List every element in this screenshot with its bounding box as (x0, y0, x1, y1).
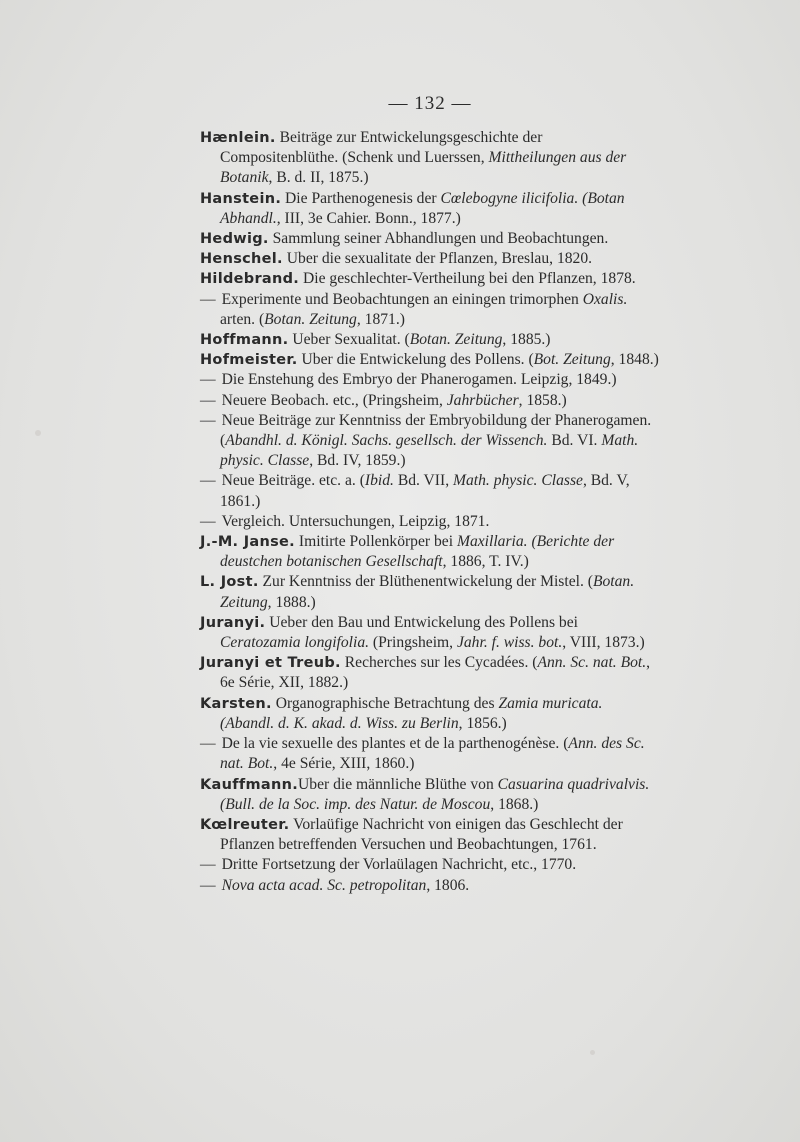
bibliography-entry (200, 775, 660, 815)
entry-title-italic: Jahr. f. wiss. bot. (456, 634, 563, 652)
bibliography-entry (200, 694, 660, 734)
entry-author: Hofmeister. (200, 352, 298, 369)
entry-text: Die geschlechter-Vertheilung bei den Pflanzen, 1878. (299, 270, 636, 288)
bibliography-entry (200, 855, 660, 875)
entry-author: Hoffmann. (200, 332, 289, 349)
entry-text: Die Enstehung des Embryo der Phanerogamen. Leipzig, 1849.) (221, 371, 617, 389)
entry-author: Hanstein. (200, 190, 282, 207)
ditto-dash: — (200, 472, 216, 490)
bibliography-entry (200, 411, 660, 472)
entry-text: Ueber den Bau und Entwickelung des Pollens bei (265, 613, 578, 631)
bibliography-entry (200, 330, 660, 350)
entry-text: , 1888.) (267, 593, 316, 611)
page-number: — 132 — (388, 93, 472, 114)
entry-text: Die Parthenogenesis der (281, 189, 441, 207)
entry-text: , III, 3e Cahier. Bonn., 1877.) (276, 209, 461, 227)
bibliography-list (200, 128, 660, 896)
entry-author: Hænlein. (200, 130, 276, 146)
bibliography-entry (200, 189, 660, 229)
bibliography-entry (200, 572, 660, 612)
entry-author: Kœlreuter. (200, 816, 290, 833)
entry-text: Recherches sur les Cycadées. ( (340, 654, 538, 672)
entry-text: Imitirte Pollenkörper bei (294, 533, 457, 551)
ditto-dash: — (200, 290, 216, 308)
ditto-dash: — (200, 735, 216, 753)
entry-text: , Bd. IV, 1859.) (309, 452, 406, 470)
entry-text: Uber die Entwickelung des Pollens. ( (297, 351, 534, 369)
entry-text: Organographische Betrachtung des (271, 694, 499, 712)
entry-title-italic: Casuarina quadrivalvis. (Bull. de la Soc. imp. des Natur. de Moscou (220, 775, 650, 813)
entry-title-italic: Jahrbücher (446, 391, 519, 409)
entry-text: Vorlaüfige Nachricht von einigen das Geschlecht der Pflanzen betreffenden Versuchen und Beobachtungen, 1761. (220, 815, 623, 854)
entry-text: Beiträge zur Entwickelungsgeschichte der Compositenblüthe. (Schenk und Luerssen, (220, 129, 543, 167)
entry-text: Bd. VI. (547, 432, 602, 450)
entry-title-italic: Botan. Zeitung (220, 573, 635, 611)
ditto-dash: — (200, 876, 216, 894)
bibliography-entry (200, 391, 660, 411)
entry-title-italic: Ibid. (364, 472, 394, 490)
bibliography-entry (200, 815, 660, 855)
entry-author: Hildebrand. (200, 271, 300, 288)
entry-text: Neuere Beobach. etc., (Pringsheim, (221, 391, 447, 409)
entry-title-italic: Ceratozamia longifolia. (220, 634, 370, 652)
entry-text: De la vie sexuelle des plantes et de la parthenogénèse. ( (221, 735, 569, 753)
entry-text: , 1858.) (518, 391, 567, 409)
entry-text: , 1806. (426, 876, 470, 894)
entry-title-italic: Zamia muricata. (Abandl. d. K. akad. d. Wiss. zu Berlin (220, 694, 603, 732)
entry-text: Dritte Fortsetzung der Vorlaülagen Nachricht, etc., 1770. (221, 856, 577, 874)
bibliography-entry (200, 876, 660, 896)
entry-text: , 1848.) (610, 351, 659, 369)
entry-text: , 4e Série, XIII, 1860.) (273, 755, 415, 773)
ditto-dash: — (200, 512, 216, 530)
bibliography-entry (200, 269, 660, 289)
entry-text: Neue Beiträge. etc. a. ( (221, 472, 365, 490)
entry-text: , 1856.) (458, 714, 507, 732)
ditto-dash: — (200, 856, 216, 874)
entry-text: (Pringsheim, (369, 634, 457, 652)
entry-text: Uber die sexualitate der Pflanzen, Breslau, 1820. (282, 250, 593, 268)
entry-text: , Bd. V, 1861.) (220, 472, 630, 510)
entry-text: , 1886, T. IV.) (442, 553, 529, 571)
entry-text: , B. d. II, 1875.) (268, 169, 369, 187)
entry-text: Zur Kenntniss der Blüthenentwickelung der Mistel. ( (258, 573, 593, 591)
entry-text: Vergleich. Untersuchungen, Leipzig, 1871. (221, 512, 490, 530)
entry-title-italic: Nova acta acad. Sc. petropolitan (221, 876, 427, 894)
entry-text: Sammlung seiner Abhandlungen und Beobachtungen. (268, 230, 609, 248)
entry-title-italic: Ann. Sc. nat. Bot. (537, 654, 647, 672)
bibliography-entry (200, 471, 660, 511)
entry-title-italic: Math. physic. Classe (220, 432, 639, 470)
bibliography-entry (200, 370, 660, 390)
bibliography-entry (200, 653, 660, 693)
ditto-dash: — (200, 411, 216, 429)
bibliography-entry (200, 249, 660, 269)
entry-title-italic: Botan. Zeitung (264, 310, 357, 328)
bibliography-entry (200, 350, 660, 370)
entry-author: L. Jost. (200, 574, 259, 591)
bibliography-entry (200, 532, 660, 572)
entry-title-italic: Bot. Zeitung (533, 351, 611, 369)
entry-text: , 1885.) (502, 331, 551, 349)
bibliography-entry (200, 290, 660, 330)
entry-author: Kauffmann. (200, 776, 299, 793)
ditto-dash: — (200, 391, 216, 409)
entry-title-italic: Math. physic. Classe (453, 472, 583, 490)
entry-text: , 6e Série, XII, 1882.) (220, 654, 651, 692)
entry-text: Ueber Sexualitat. ( (288, 331, 410, 349)
ditto-dash: — (200, 371, 216, 389)
entry-author: Hedwig. (200, 231, 269, 248)
entry-title-italic: Oxalis. (582, 290, 628, 308)
bibliography-entry (200, 229, 660, 249)
entry-title-italic: Abandhl. d. Königl. Sachs. gesellsch. der Wissench. (225, 432, 548, 450)
entry-text: , VIII, 1873.) (562, 634, 645, 652)
entry-title-italic: Mittheilungen aus der Botanik (220, 149, 627, 187)
entry-text: Uber die männliche Blüthe von (298, 775, 498, 793)
bibliography-entry (200, 128, 660, 189)
entry-text: Neue Beiträge zur Kenntniss der Embryobildung der Phanerogamen. ( (220, 411, 652, 450)
entry-author: Henschel. (200, 251, 283, 268)
bibliography-entry (200, 613, 660, 653)
entry-text: arten. ( (220, 310, 265, 328)
bibliography-entry (200, 512, 660, 532)
entry-author: Juranyi et Treub. (200, 655, 341, 672)
entry-title-italic: Maxillaria. (Berichte der deustchen botanischen Gesellschaft (220, 533, 615, 571)
entry-text: Experimente und Beobachtungen an einingen trimorphen (221, 290, 583, 308)
entry-title-italic: Cœlebogyne ilicifolia. (Botan Abhandl. (220, 189, 625, 227)
entry-text: , 1871.) (356, 310, 405, 328)
paper-spot (590, 1050, 595, 1055)
entry-title-italic: Botan. Zeitung (409, 331, 503, 349)
entry-author: Juranyi. (200, 614, 266, 631)
entry-author: Karsten. (200, 695, 272, 712)
paper-spot (35, 430, 41, 436)
bibliography-entry (200, 734, 660, 774)
entry-text: , 1868.) (490, 795, 539, 813)
entry-title-italic: Ann. des Sc. nat. Bot. (220, 735, 645, 773)
entry-author: J.-M. Janse. (200, 534, 295, 551)
entry-text: Bd. VII, (393, 472, 453, 490)
